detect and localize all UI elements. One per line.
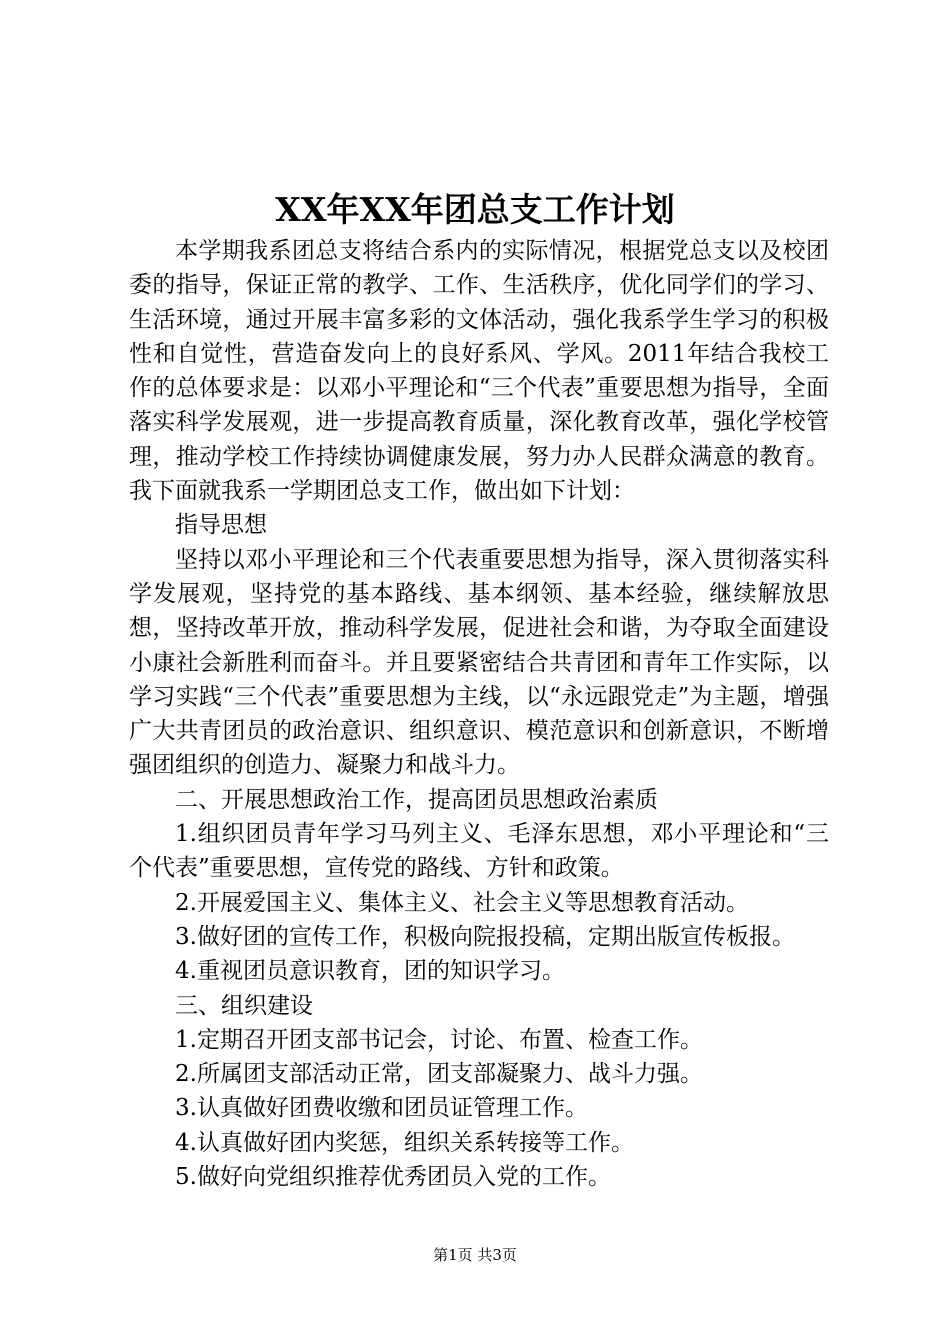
list-item: 4.认真做好团内奖惩，组织关系转接等工作。 — [175, 1129, 634, 1156]
list-item: 2.所属团支部活动正常，团支部凝聚力、战斗力强。 — [175, 1061, 703, 1088]
intro-paragraph: 本学期我系团总支将结合系内的实际情况，根据党总支以及校团委的指导，保证正常的教学、工作、生活秩序，优化同学们的学习、生活环境，通过开展丰富多彩的文体活动，强化我系学生学习的积极性和自觉性，营造奋发向上的良好系风、学风。2011年结合我校工作的总体要求是：以邓小平理论和“三个代表”重要思想为指导，全面落实科学发展观，进一步提高教育质量，深化教育改革，强化学校管理，推动学校工作持续协调健康发展，努力办人民群众满意的教育。我下面就我系一学期团总支工作，做出如下计划： — [129, 238, 829, 505]
section-heading-guiding-ideology: 指导思想 — [175, 512, 267, 539]
list-item: 3.认真做好团费收缴和团员证管理工作。 — [175, 1095, 588, 1122]
document-body — [129, 234, 829, 1194]
list-item: 2.开展爱国主义、集体主义、社会主义等思想教育活动。 — [175, 889, 749, 916]
list-item: 1.组织团员青年学习马列主义、毛泽东思想，邓小平理论和“三个代表”重要思想，宣传党的路线、方针和政策。 — [129, 821, 829, 882]
list-item: 3.做好团的宣传工作，积极向院报投稿，定期出版宣传板报。 — [175, 923, 795, 950]
section-heading-organization: 三、组织建设 — [175, 992, 313, 1019]
guiding-ideology-paragraph: 坚持以邓小平理论和三个代表重要思想为指导，深入贯彻落实科学发展观，坚持党的基本路线、基本纲领、基本经验，继续解放思想，坚持改革开放，推动科学发展，促进社会和谐，为夺取全面建设小康社会新胜利而奋斗。并且要紧密结合共青团和青年工作实际，以学习实践“三个代表”重要思想为主线，以“永远跟党走”为主题，增强广大共青团员的政治意识、组织意识、模范意识和创新意识，不断增强团组织的创造力、凝聚力和战斗力。 — [129, 546, 829, 779]
list-item: 4.重视团员意识教育，团的知识学习。 — [175, 958, 565, 985]
list-item: 5.做好向党组织推荐优秀团员入党的工作。 — [175, 1164, 611, 1191]
document-title: XX年XX年团总支工作计划 — [275, 190, 675, 229]
list-item: 1.定期召开团支部书记会，讨论、布置、检查工作。 — [175, 1026, 703, 1053]
section-heading-political-work: 二、开展思想政治工作，提高团员思想政治素质 — [175, 786, 658, 813]
page-footer: 第1页 共3页 — [433, 1246, 517, 1264]
